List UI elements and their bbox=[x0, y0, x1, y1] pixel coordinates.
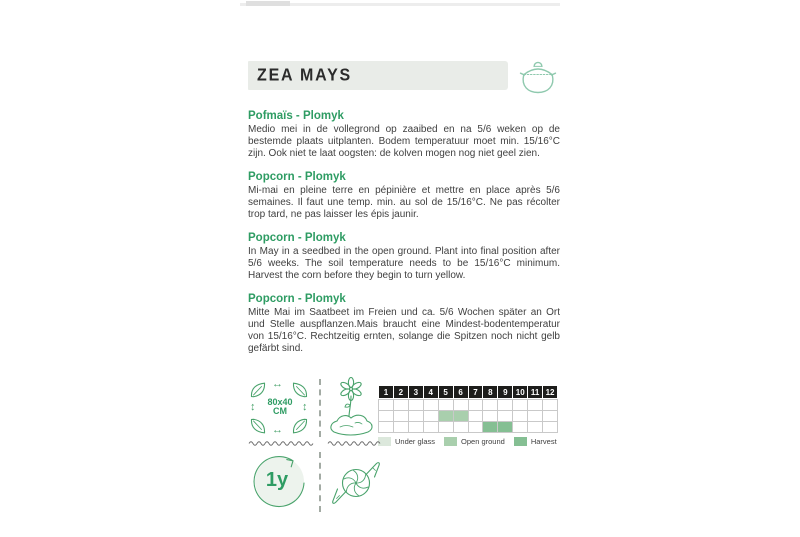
legend-item-open-ground bbox=[444, 437, 505, 446]
calendar-month-cell: 11 bbox=[528, 386, 542, 398]
section-nl bbox=[248, 110, 560, 160]
calendar-cell-open-ground-m8 bbox=[483, 411, 497, 421]
horizontal-arrow-icon: ↔ bbox=[272, 424, 283, 436]
header bbox=[248, 61, 560, 99]
title-band bbox=[248, 61, 508, 90]
section-de bbox=[248, 293, 560, 355]
calendar-cell-harvest-m5 bbox=[439, 422, 453, 432]
calendar-cell-harvest-m10 bbox=[513, 422, 527, 432]
calendar-cell-open-ground-m2 bbox=[394, 411, 408, 421]
calendar-cell-under-glass-m9 bbox=[498, 400, 512, 410]
calendar-cell-open-ground-m4 bbox=[424, 411, 438, 421]
calendar-month-cell: 1 bbox=[379, 386, 393, 398]
species-title: ZEA MAYS bbox=[257, 65, 353, 85]
leaf-icon bbox=[292, 382, 308, 398]
calendar-cell-open-ground-m10 bbox=[513, 411, 527, 421]
section-body-de: Mitte Mai im Saatbeet im Freien und ca. 5/6 Wochen später an Ort und Stelle auspflanzen.Mais braucht eine Mindest-bodentemperatur von 15/16°C. Rechtzeitig ernten, solange die Spitzen noch nicht gelb gefärbt sind. bbox=[248, 307, 560, 354]
legend-swatch bbox=[514, 437, 527, 446]
horizontal-arrow-icon: ↔ bbox=[272, 378, 283, 390]
leaf-icon bbox=[250, 418, 266, 434]
calendar-grid bbox=[378, 399, 558, 433]
leaf-icon bbox=[250, 382, 266, 398]
calendar-cell-under-glass-m6 bbox=[454, 400, 468, 410]
section-body-en: In May in a seedbed in the open ground. Plant into final position after 5/6 weeks. The soil temperature needs to be 15/16°C minimum. Harvest the corn before they begin to turn yellow. bbox=[248, 246, 560, 281]
calendar-cell-open-ground-m6 bbox=[454, 411, 468, 421]
calendar-cell-under-glass-m5 bbox=[439, 400, 453, 410]
section-en bbox=[248, 232, 560, 282]
pictogram-area bbox=[248, 377, 560, 537]
seedling-icon bbox=[326, 377, 376, 442]
packet-content bbox=[248, 0, 560, 537]
calendar-month-cell: 6 bbox=[454, 386, 468, 398]
legend-swatch bbox=[444, 437, 457, 446]
legend-label: Under glass bbox=[395, 437, 436, 446]
calendar-months-row bbox=[378, 386, 558, 398]
sowing-calendar bbox=[378, 386, 558, 446]
section-heading-en: Popcorn - Plomyk bbox=[248, 232, 346, 244]
section-body-fr: Mi-mai en pleine terre en pépinière et mettre en place après 5/6 semaines. Il faut une temp. min. au sol de 15/16°C. Ne pas récolter trop tard, ne pas laisser les épis jaunir. bbox=[248, 185, 560, 220]
calendar-cell-open-ground-m7 bbox=[469, 411, 483, 421]
legend-item-harvest bbox=[514, 437, 557, 446]
vertical-arrow-icon: ↕ bbox=[302, 401, 308, 413]
calendar-cell-open-ground-m12 bbox=[543, 411, 557, 421]
wavy-divider bbox=[327, 439, 381, 447]
candy-icon bbox=[328, 454, 384, 515]
seed-viability-icon bbox=[250, 451, 310, 511]
section-heading-nl: Pofmaïs - Plomyk bbox=[248, 110, 344, 122]
calendar-cell-under-glass-m2 bbox=[394, 400, 408, 410]
calendar-cell-under-glass-m10 bbox=[513, 400, 527, 410]
calendar-cell-harvest-m9 bbox=[498, 422, 512, 432]
calendar-cell-harvest-m7 bbox=[469, 422, 483, 432]
calendar-month-cell: 7 bbox=[469, 386, 483, 398]
calendar-cell-harvest-m12 bbox=[543, 422, 557, 432]
dashed-separator bbox=[319, 452, 321, 512]
leaf-icon bbox=[292, 418, 308, 434]
calendar-cell-harvest-m4 bbox=[424, 422, 438, 432]
calendar-cell-under-glass-m12 bbox=[543, 400, 557, 410]
planting-distance-icon bbox=[248, 379, 312, 437]
calendar-cell-harvest-m8 bbox=[483, 422, 497, 432]
calendar-cell-open-ground-m9 bbox=[498, 411, 512, 421]
calendar-cell-under-glass-m8 bbox=[483, 400, 497, 410]
viability-label: 1y bbox=[265, 469, 289, 491]
calendar-month-cell: 10 bbox=[513, 386, 527, 398]
calendar-month-cell: 12 bbox=[543, 386, 557, 398]
section-heading-de: Popcorn - Plomyk bbox=[248, 293, 346, 305]
spacing-dimensions bbox=[260, 398, 300, 416]
legend-label: Harvest bbox=[530, 437, 557, 446]
calendar-month-cell: 4 bbox=[424, 386, 438, 398]
spacing-value: 80x40 bbox=[267, 397, 293, 407]
calendar-cell-under-glass-m4 bbox=[424, 400, 438, 410]
dashed-separator bbox=[319, 379, 321, 437]
calendar-cell-open-ground-m11 bbox=[528, 411, 542, 421]
calendar-cell-under-glass-m1 bbox=[379, 400, 393, 410]
calendar-cell-open-ground-m5 bbox=[439, 411, 453, 421]
calendar-cell-harvest-m3 bbox=[409, 422, 423, 432]
calendar-cell-open-ground-m3 bbox=[409, 411, 423, 421]
calendar-cell-under-glass-m3 bbox=[409, 400, 423, 410]
legend-item-under-glass bbox=[378, 437, 435, 446]
legend-label: Open ground bbox=[461, 437, 505, 446]
cooking-pot-icon bbox=[518, 58, 558, 103]
calendar-cell-under-glass-m11 bbox=[528, 400, 542, 410]
vertical-arrow-icon: ↕ bbox=[250, 401, 256, 413]
calendar-cell-under-glass-m7 bbox=[469, 400, 483, 410]
calendar-cell-harvest-m6 bbox=[454, 422, 468, 432]
calendar-cell-harvest-m1 bbox=[379, 422, 393, 432]
calendar-cell-open-ground-m1 bbox=[379, 411, 393, 421]
spacing-unit: CM bbox=[273, 406, 287, 416]
calendar-month-cell: 3 bbox=[409, 386, 423, 398]
calendar-month-cell: 8 bbox=[483, 386, 497, 398]
section-body-nl: Medio mei in de vollegrond op zaaibed en na 5/6 weken op de bestemde plaats uitplanten. Bodem temperatuur moet min. 15/16°C zijn. Ook niet te laat oogsten: de kolven mogen nog niet geel zien. bbox=[248, 124, 560, 159]
calendar-cell-harvest-m11 bbox=[528, 422, 542, 432]
calendar-month-cell: 9 bbox=[498, 386, 512, 398]
calendar-cell-harvest-m2 bbox=[394, 422, 408, 432]
wavy-divider bbox=[248, 439, 314, 447]
section-fr bbox=[248, 171, 560, 221]
calendar-month-cell: 2 bbox=[394, 386, 408, 398]
section-heading-fr: Popcorn - Plomyk bbox=[248, 171, 346, 183]
calendar-month-cell: 5 bbox=[439, 386, 453, 398]
calendar-legend bbox=[378, 437, 558, 446]
